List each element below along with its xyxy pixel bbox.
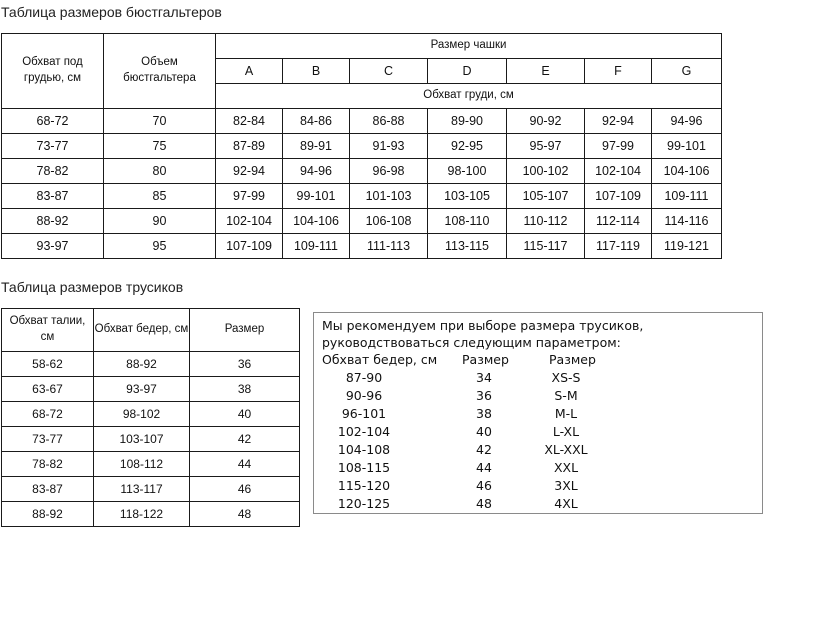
panties-size-table	[1, 308, 300, 527]
bust-cell: 108-110	[428, 209, 507, 234]
panties-cell: 58-62	[2, 352, 94, 377]
recommendation-cell: 42	[476, 442, 492, 457]
panties-cell: 98-102	[94, 402, 190, 427]
recommendation-header: Размер	[549, 352, 596, 367]
recommendation-cell: 87-90	[345, 370, 383, 385]
bust-cell: 82-84	[216, 109, 283, 134]
panties-cell: 42	[190, 427, 300, 452]
panties-row	[2, 377, 300, 402]
recommendation-cell: 108-115	[337, 460, 391, 475]
panties-header-row	[2, 309, 300, 352]
bra-row	[2, 184, 722, 209]
panties-cell: 108-112	[94, 452, 190, 477]
underbust-cell: 68-72	[2, 109, 104, 134]
bust-cell: 89-90	[428, 109, 507, 134]
recommendation-text: Мы рекомендуем при выборе размера трусиков, руководствоваться следующим параметром:	[322, 318, 644, 350]
cup-size-header: Размер чашки	[216, 34, 722, 59]
recommendation-header: Размер	[462, 352, 509, 367]
underbust-cell: 88-92	[2, 209, 104, 234]
bust-cell: 111-113	[350, 234, 428, 259]
panties-cell: 78-82	[2, 452, 94, 477]
bust-cell: 119-121	[652, 234, 722, 259]
underbust-cell: 78-82	[2, 159, 104, 184]
recommendation-cell: 34	[476, 370, 492, 385]
panties-row	[2, 502, 300, 527]
bust-cell: 95-97	[507, 134, 585, 159]
bust-cell: 100-102	[507, 159, 585, 184]
volume-cell: 75	[104, 134, 216, 159]
recommendation-cell: 36	[476, 388, 492, 403]
bra-row	[2, 109, 722, 134]
volume-cell: 80	[104, 159, 216, 184]
bust-cell: 94-96	[652, 109, 722, 134]
volume-header: Объем бюстгальтера	[104, 34, 216, 109]
cup-g: G	[652, 59, 722, 84]
panties-cell: 113-117	[94, 477, 190, 502]
panties-header-cell: Обхват бедер, см	[94, 309, 190, 352]
bust-cell: 89-91	[283, 134, 350, 159]
bust-cell: 104-106	[283, 209, 350, 234]
recommendation-cell: 44	[476, 460, 492, 475]
panties-cell: 44	[190, 452, 300, 477]
bra-row	[2, 234, 722, 259]
panties-cell: 103-107	[94, 427, 190, 452]
bust-cell: 92-94	[585, 109, 652, 134]
panties-cell: 88-92	[94, 352, 190, 377]
bust-cell: 92-95	[428, 134, 507, 159]
cup-e: E	[507, 59, 585, 84]
panties-header-cell: Обхват талии, см	[2, 309, 94, 352]
bust-cell: 104-106	[652, 159, 722, 184]
panties-cell: 40	[190, 402, 300, 427]
recommendation-cell: 96-101	[341, 406, 387, 421]
panties-row	[2, 402, 300, 427]
cup-b: B	[283, 59, 350, 84]
recommendation-cell: 120-125	[337, 496, 391, 511]
bust-cell: 109-111	[283, 234, 350, 259]
cup-d: D	[428, 59, 507, 84]
recommendation-cell: 102-104	[337, 424, 391, 439]
underbust-cell: 73-77	[2, 134, 104, 159]
bust-cell: 107-109	[216, 234, 283, 259]
volume-cell: 90	[104, 209, 216, 234]
bust-header: Обхват груди, см	[216, 84, 722, 109]
panties-cell: 93-97	[94, 377, 190, 402]
bust-cell: 112-114	[585, 209, 652, 234]
bra-size-table	[1, 33, 722, 259]
recommendation-cell: M-L	[554, 406, 578, 421]
bust-cell: 102-104	[585, 159, 652, 184]
bust-cell: 101-103	[350, 184, 428, 209]
bust-cell: 110-112	[507, 209, 585, 234]
bra-table-title: Таблица размеров бюстгальтеров	[1, 4, 222, 20]
underbust-header: Обхват под грудью, см	[2, 34, 104, 109]
bust-cell: 105-107	[507, 184, 585, 209]
bra-row	[2, 209, 722, 234]
bust-cell: 91-93	[350, 134, 428, 159]
bust-cell: 84-86	[283, 109, 350, 134]
bust-cell: 86-88	[350, 109, 428, 134]
recommendation-cell: 3XL	[554, 478, 578, 493]
bust-cell: 103-105	[428, 184, 507, 209]
panties-row	[2, 452, 300, 477]
bust-cell: 97-99	[216, 184, 283, 209]
bust-cell: 87-89	[216, 134, 283, 159]
volume-cell: 95	[104, 234, 216, 259]
bust-cell: 99-101	[283, 184, 350, 209]
panties-row	[2, 352, 300, 377]
cup-c: C	[350, 59, 428, 84]
bust-cell: 115-117	[507, 234, 585, 259]
panties-cell: 48	[190, 502, 300, 527]
volume-cell: 70	[104, 109, 216, 134]
bust-cell: 96-98	[350, 159, 428, 184]
bust-cell: 107-109	[585, 184, 652, 209]
recommendation-cell: 40	[476, 424, 492, 439]
recommendation-cell: 4XL	[554, 496, 578, 511]
recommendation-cell: 115-120	[337, 478, 391, 493]
bust-cell: 117-119	[585, 234, 652, 259]
bust-cell: 113-115	[428, 234, 507, 259]
panties-table-title: Таблица размеров трусиков	[1, 279, 184, 295]
panties-row	[2, 427, 300, 452]
panties-cell: 36	[190, 352, 300, 377]
panties-cell: 46	[190, 477, 300, 502]
panties-cell: 73-77	[2, 427, 94, 452]
recommendation-cell: 38	[476, 406, 492, 421]
recommendation-cell: L-XL	[552, 424, 580, 439]
recommendation-cell: XXL	[553, 460, 579, 475]
underbust-cell: 83-87	[2, 184, 104, 209]
bust-cell: 97-99	[585, 134, 652, 159]
panties-cell: 38	[190, 377, 300, 402]
cup-f: F	[585, 59, 652, 84]
panties-cell: 88-92	[2, 502, 94, 527]
bust-cell: 106-108	[350, 209, 428, 234]
recommendation-cell: 48	[476, 496, 492, 511]
panties-header-cell: Размер	[190, 309, 300, 352]
recommendation-cell: XL-XXL	[544, 442, 588, 457]
recommendation-header: Обхват бедер, см	[322, 352, 438, 367]
panties-cell: 118-122	[94, 502, 190, 527]
volume-cell: 85	[104, 184, 216, 209]
recommendation-cell: 104-108	[337, 442, 391, 457]
panties-cell: 63-67	[2, 377, 94, 402]
panties-cell: 83-87	[2, 477, 94, 502]
underbust-cell: 93-97	[2, 234, 104, 259]
bust-cell: 114-116	[652, 209, 722, 234]
bust-cell: 98-100	[428, 159, 507, 184]
bust-cell: 90-92	[507, 109, 585, 134]
panties-row	[2, 477, 300, 502]
bra-row	[2, 134, 722, 159]
bust-cell: 102-104	[216, 209, 283, 234]
bust-cell: 99-101	[652, 134, 722, 159]
recommendation-cell: 90-96	[345, 388, 383, 403]
bust-cell: 92-94	[216, 159, 283, 184]
bust-cell: 94-96	[283, 159, 350, 184]
recommendation-cell: XS-S	[551, 370, 581, 385]
bust-cell: 109-111	[652, 184, 722, 209]
bra-row	[2, 159, 722, 184]
recommendation-cell: S-M	[554, 388, 578, 403]
recommendation-cell: 46	[476, 478, 492, 493]
recommendation-box	[313, 312, 763, 514]
cup-a: A	[216, 59, 283, 84]
panties-cell: 68-72	[2, 402, 94, 427]
